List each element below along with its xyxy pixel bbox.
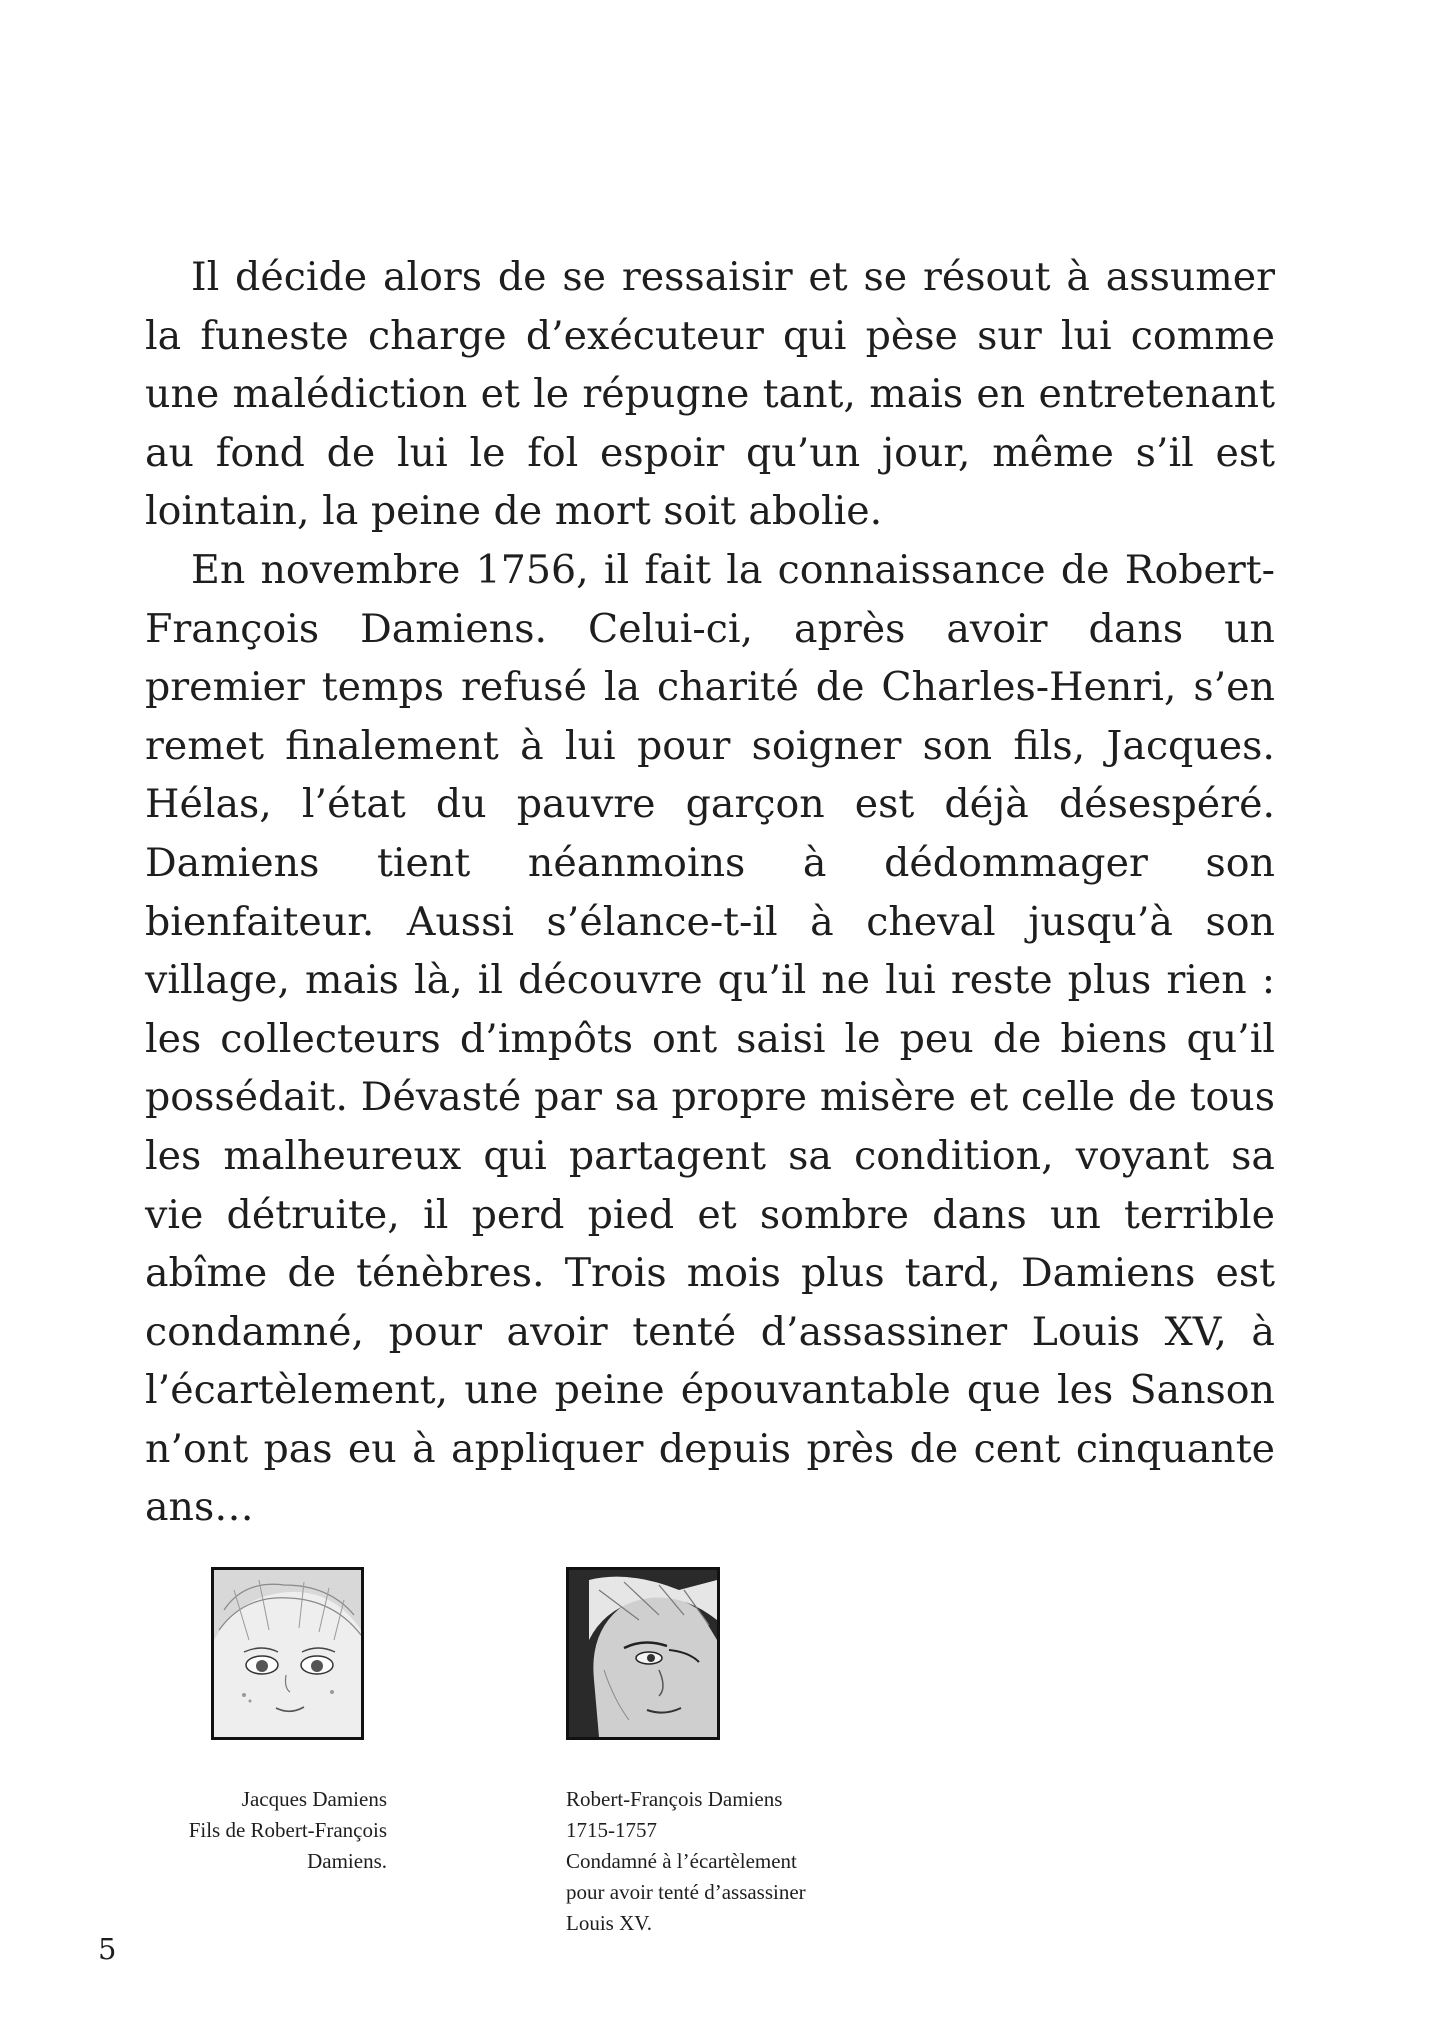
paragraph-1: Il décide alors de se ressaisir et se résout à assumer la funeste charge d’exécuteur qui pèse sur lui comme une malédiction et le répugne tant, mais en entretenant au fond de lui le fol espoir qu’un jour, même s’il est lointain, la peine de mort soit abolie.	[145, 254, 1275, 535]
portrait-jacques-illustration	[214, 1570, 361, 1737]
caption-robert-francois-damiens	[566, 1784, 806, 1939]
caption-robert-line-1: Robert-François Damiens	[566, 1787, 783, 1811]
portrait-robert-francois-damiens	[566, 1567, 720, 1740]
portrait-robert-illustration	[569, 1570, 717, 1737]
paragraph-2: En novembre 1756, il fait la connaissance de Robert-François Damiens. Celui-ci, après avoir dans un premier temps refusé la charité de Charles-Henri, s’en remet finalement à lui pour soigner son fils, Jacques. Hélas, l’état du pauvre garçon est déjà désespéré. Damiens tient néanmoins à dédommager son bienfaiteur. Aussi s’élance-t-il à cheval jusqu’à son village, mais là, il découvre qu’il ne lui reste plus rien : les collecteurs d’impôts ont saisi le peu de biens qu’il possédait. Dévasté par sa propre misère et celle de tous les malheureux qui partagent sa condition, voyant sa vie détruite, il perd pied et sombre dans un terrible abîme de ténèbres. Trois mois plus tard, Damiens est condamné, pour avoir tenté d’assassiner Louis XV, à l’écartèlement, une peine épouvantable que les Sanson n’ont pas eu à appliquer depuis près de cent cinquante ans…	[145, 546, 1275, 1531]
caption-robert-line-5: Louis XV.	[566, 1911, 652, 1935]
caption-robert-line-4: pour avoir tenté d’assassiner	[566, 1880, 806, 1904]
body-text	[145, 248, 1275, 1537]
page-number: 5	[98, 1932, 117, 1966]
caption-robert-line-2: 1715-1757	[566, 1818, 657, 1842]
caption-jacques-line-3: Damiens.	[307, 1849, 387, 1873]
caption-jacques-line-1: Jacques Damiens	[241, 1787, 387, 1811]
portrait-jacques-damiens	[211, 1567, 364, 1740]
caption-jacques-damiens	[189, 1784, 387, 1877]
caption-jacques-line-2: Fils de Robert-François	[188, 1818, 387, 1842]
caption-robert-line-3: Condamné à l’écartèlement	[566, 1849, 797, 1873]
